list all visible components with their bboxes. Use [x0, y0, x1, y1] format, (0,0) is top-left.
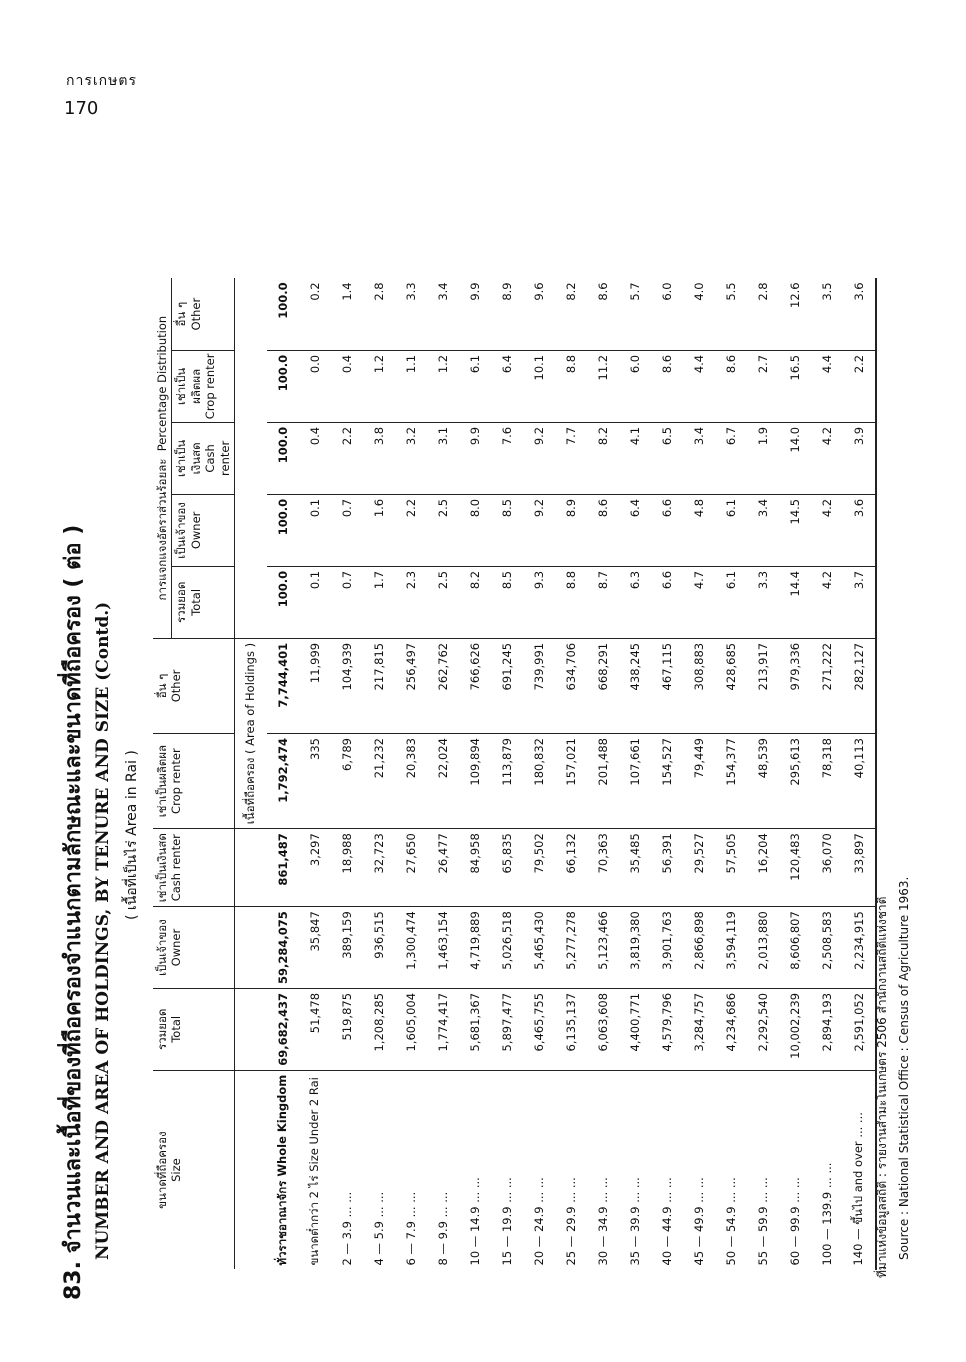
- table-row: [555, 278, 587, 1269]
- cell-pct-cash-renter: 9.9: [459, 422, 491, 494]
- cell-crop-renter: 40,113: [843, 734, 876, 829]
- header-size: ขนาดที่ถือครอง Size: [153, 1070, 234, 1269]
- cell-owner: 5,123,466: [587, 907, 619, 989]
- cell-cash-renter: 79,502: [523, 829, 555, 907]
- cell-owner: 3,819,380: [619, 907, 651, 989]
- cell-crop-renter: 21,232: [363, 734, 395, 829]
- cell-total: 1,208,285: [363, 988, 395, 1070]
- cell-owner: 59,284,075: [267, 907, 299, 989]
- cell-pct-cash-renter: 7.6: [491, 422, 523, 494]
- cell-cash-renter: 29,527: [683, 829, 715, 907]
- table-row: [395, 278, 427, 1269]
- cell-pct-cash-renter: 3.9: [843, 422, 876, 494]
- rotated-table-block: [55, 120, 955, 1300]
- cell-pct-owner: 6.4: [619, 494, 651, 566]
- cell-crop-renter: 335: [299, 734, 331, 829]
- cell-pct-total: 3.3: [747, 566, 779, 638]
- row-label: 100 — 139.9 ... ...: [819, 1162, 834, 1266]
- cell-owner: 936,515: [363, 907, 395, 989]
- cell-pct-other: 8.2: [555, 278, 587, 350]
- cell-pct-crop-renter: 100.0: [267, 350, 299, 422]
- row-label: 15 — 19.9 ... ...: [499, 1177, 514, 1266]
- cell-owner: 5,465,430: [523, 907, 555, 989]
- row-label: 8 — 9.9 ... ...: [435, 1191, 450, 1266]
- cell-other: 668,291: [587, 638, 619, 733]
- cell-other: 739,991: [523, 638, 555, 733]
- cell-pct-crop-renter: 16.5: [779, 350, 811, 422]
- cell-pct-total: 8.2: [459, 566, 491, 638]
- row-label: ทั่วราชอาณาจักร Whole Kingdom: [274, 1074, 289, 1266]
- cell-pct-owner: 1.6: [363, 494, 395, 566]
- row-label: 40 — 44.9 ... ...: [659, 1177, 674, 1266]
- row-label: 55 — 59.9 ... ...: [755, 1177, 770, 1266]
- cell-pct-crop-renter: 10.1: [523, 350, 555, 422]
- cell-pct-cash-renter: 0.4: [299, 422, 331, 494]
- cell-pct-cash-renter: 14.0: [779, 422, 811, 494]
- cell-owner: 3,594,119: [715, 907, 747, 989]
- cell-pct-other: 2.8: [747, 278, 779, 350]
- header-owner: เป็นเจ้าของ Owner: [153, 907, 234, 989]
- cell-crop-renter: 180,832: [523, 734, 555, 829]
- cell-pct-other: 9.6: [523, 278, 555, 350]
- table-row: [715, 278, 747, 1269]
- cell-pct-owner: 3.6: [843, 494, 876, 566]
- cell-total: 6,135,137: [555, 988, 587, 1070]
- cell-cash-renter: 120,483: [779, 829, 811, 907]
- cell-pct-owner: 9.2: [523, 494, 555, 566]
- cell-pct-cash-renter: 9.2: [523, 422, 555, 494]
- row-label: 6 — 7.9 ... ...: [403, 1191, 418, 1266]
- cell-other: 766,626: [459, 638, 491, 733]
- cell-pct-crop-renter: 0.0: [299, 350, 331, 422]
- cell-pct-total: 9.3: [523, 566, 555, 638]
- cell-pct-other: 12.6: [779, 278, 811, 350]
- table-row-whole-kingdom: [267, 278, 299, 1269]
- cell-pct-total: 8.8: [555, 566, 587, 638]
- cell-pct-crop-renter: 8.6: [715, 350, 747, 422]
- header-pct-total: รวมยอด Total: [172, 566, 235, 638]
- cell-pct-total: 1.7: [363, 566, 395, 638]
- table-row: [651, 278, 683, 1269]
- cell-owner: 8,606,807: [779, 907, 811, 989]
- table-row: [299, 278, 331, 1269]
- cell-pct-other: 3.5: [811, 278, 843, 350]
- header-pct-crop-renter: เช่าเป็นผลิตผล Crop renter: [172, 350, 235, 422]
- cell-pct-crop-renter: 6.1: [459, 350, 491, 422]
- cell-pct-other: 4.0: [683, 278, 715, 350]
- cell-pct-owner: 2.5: [427, 494, 459, 566]
- cell-total: 519,875: [331, 988, 363, 1070]
- cell-total: 1,774,417: [427, 988, 459, 1070]
- cell-pct-total: 6.6: [651, 566, 683, 638]
- row-label: 2 — 3.9 ... ...: [339, 1191, 354, 1266]
- cell-total: 2,894,193: [811, 988, 843, 1070]
- cell-pct-owner: 8.6: [587, 494, 619, 566]
- cell-total: 4,400,771: [619, 988, 651, 1070]
- cell-other: 213,917: [747, 638, 779, 733]
- cell-pct-other: 8.6: [587, 278, 619, 350]
- cell-other: 104,939: [331, 638, 363, 733]
- cell-pct-cash-renter: 3.1: [427, 422, 459, 494]
- cell-owner: 2,866,898: [683, 907, 715, 989]
- source-note-thai: ที่มาแห่งข้อมูลสถิติ : รายงานสำมะโนเกษตร 2506 สำนักงานสถิติแห่งชาติ: [875, 896, 889, 1278]
- cell-pct-owner: 0.1: [299, 494, 331, 566]
- cell-pct-owner: 8.0: [459, 494, 491, 566]
- table-title-thai: [55, 525, 90, 1300]
- cell-pct-crop-renter: 2.7: [747, 350, 779, 422]
- cell-cash-renter: 16,204: [747, 829, 779, 907]
- cell-pct-owner: 8.9: [555, 494, 587, 566]
- holdings-table: [153, 278, 877, 1270]
- cell-pct-crop-renter: 8.8: [555, 350, 587, 422]
- cell-crop-renter: 295,613: [779, 734, 811, 829]
- cell-total: 5,681,367: [459, 988, 491, 1070]
- cell-other: 217,815: [363, 638, 395, 733]
- cell-cash-renter: 3,297: [299, 829, 331, 907]
- cell-pct-crop-renter: 4.4: [683, 350, 715, 422]
- cell-other: 979,336: [779, 638, 811, 733]
- header-cash-renter: เช่าเป็นเงินสด Cash renter: [153, 829, 234, 907]
- page-header-word: การเกษตร: [66, 73, 137, 89]
- cell-pct-cash-renter: 100.0: [267, 422, 299, 494]
- cell-other: 7,744,401: [267, 638, 299, 733]
- cell-owner: 4,719,889: [459, 907, 491, 989]
- cell-other: 691,245: [491, 638, 523, 733]
- cell-owner: 2,234,915: [843, 907, 876, 989]
- cell-pct-crop-renter: 6.0: [619, 350, 651, 422]
- cell-owner: 5,026,518: [491, 907, 523, 989]
- cell-cash-renter: 33,897: [843, 829, 876, 907]
- cell-pct-other: 8.9: [491, 278, 523, 350]
- header-crop-renter: เช่าเป็นผลิตผล Crop renter: [153, 734, 234, 829]
- table-row: [619, 278, 651, 1269]
- cell-owner: 2,508,583: [811, 907, 843, 989]
- cell-cash-renter: 32,723: [363, 829, 395, 907]
- cell-cash-renter: 65,835: [491, 829, 523, 907]
- cell-pct-other: 100.0: [267, 278, 299, 350]
- cell-cash-renter: 26,477: [427, 829, 459, 907]
- header-pct-other: อื่น ๆ Other: [172, 278, 235, 350]
- cell-total: 69,682,437: [267, 988, 299, 1070]
- cell-pct-crop-renter: 1.1: [395, 350, 427, 422]
- cell-pct-other: 0.2: [299, 278, 331, 350]
- table-header: [153, 278, 267, 1269]
- cell-pct-crop-renter: 1.2: [427, 350, 459, 422]
- cell-pct-owner: 100.0: [267, 494, 299, 566]
- cell-crop-renter: 48,539: [747, 734, 779, 829]
- cell-pct-owner: 6.1: [715, 494, 747, 566]
- cell-pct-cash-renter: 2.2: [331, 422, 363, 494]
- cell-pct-owner: 14.5: [779, 494, 811, 566]
- cell-other: 467,115: [651, 638, 683, 733]
- cell-pct-total: 2.5: [427, 566, 459, 638]
- cell-total: 2,292,540: [747, 988, 779, 1070]
- cell-pct-other: 3.6: [843, 278, 876, 350]
- cell-pct-total: 100.0: [267, 566, 299, 638]
- header-pct-cash-renter: เช่าเป็นเงินสด Cash renter: [172, 422, 235, 494]
- cell-other: 262,762: [427, 638, 459, 733]
- cell-total: 1,605,004: [395, 988, 427, 1070]
- table-row: [331, 278, 363, 1269]
- cell-owner: 3,901,763: [651, 907, 683, 989]
- cell-pct-total: 2.3: [395, 566, 427, 638]
- cell-pct-other: 2.8: [363, 278, 395, 350]
- cell-other: 271,222: [811, 638, 843, 733]
- cell-total: 10,002,239: [779, 988, 811, 1070]
- cell-crop-renter: 107,661: [619, 734, 651, 829]
- cell-crop-renter: 22,024: [427, 734, 459, 829]
- cell-owner: 1,300,474: [395, 907, 427, 989]
- cell-pct-total: 0.1: [299, 566, 331, 638]
- cell-owner: 1,463,154: [427, 907, 459, 989]
- cell-pct-other: 5.5: [715, 278, 747, 350]
- cell-crop-renter: 201,488: [587, 734, 619, 829]
- cell-crop-renter: 20,383: [395, 734, 427, 829]
- cell-other: 11,999: [299, 638, 331, 733]
- cell-other: 634,706: [555, 638, 587, 733]
- table-row: [843, 278, 876, 1269]
- header-other: อื่น ๆ Other: [153, 638, 234, 733]
- cell-pct-owner: 3.4: [747, 494, 779, 566]
- cell-owner: 389,159: [331, 907, 363, 989]
- source-note-english: Source : National Statistical Office : Census of Agriculture 1963.: [897, 876, 911, 1260]
- cell-total: 51,478: [299, 988, 331, 1070]
- cell-pct-other: 3.4: [427, 278, 459, 350]
- cell-total: 4,579,796: [651, 988, 683, 1070]
- cell-crop-renter: 79,449: [683, 734, 715, 829]
- row-label: 60 — 99.9 ... ...: [787, 1177, 802, 1266]
- cell-pct-owner: 0.7: [331, 494, 363, 566]
- cell-pct-owner: 2.2: [395, 494, 427, 566]
- cell-cash-renter: 56,391: [651, 829, 683, 907]
- cell-crop-renter: 157,021: [555, 734, 587, 829]
- cell-total: 2,591,052: [843, 988, 876, 1070]
- table-row: [523, 278, 555, 1269]
- cell-crop-renter: 1,792,474: [267, 734, 299, 829]
- cell-pct-crop-renter: 1.2: [363, 350, 395, 422]
- row-label: 50 — 54.9 ... ...: [723, 1177, 738, 1266]
- cell-pct-cash-renter: 6.7: [715, 422, 747, 494]
- table-row: [683, 278, 715, 1269]
- row-label: 25 — 29.9 ... ...: [563, 1177, 578, 1266]
- cell-other: 282,127: [843, 638, 876, 733]
- cell-pct-total: 4.2: [811, 566, 843, 638]
- cell-pct-other: 1.4: [331, 278, 363, 350]
- cell-pct-cash-renter: 4.2: [811, 422, 843, 494]
- cell-crop-renter: 113,879: [491, 734, 523, 829]
- table-row: [811, 278, 843, 1269]
- header-percentage-distribution: การแจกแจงอัตราส่วนร้อยละ Percentage Distribution: [153, 278, 172, 638]
- row-label: 140 — ขึ้นไป and over ... ...: [850, 1112, 865, 1266]
- cell-pct-crop-renter: 2.2: [843, 350, 876, 422]
- table-row: [459, 278, 491, 1269]
- cell-cash-renter: 70,363: [587, 829, 619, 907]
- row-label: ขนาดต่ำกว่า 2 ไร่ Size Under 2 Rai: [306, 1077, 321, 1266]
- table-title-english: NUMBER AND AREA OF HOLDINGS, BY TENURE AND SIZE (Contd.): [93, 601, 113, 1260]
- row-label: 4 — 5.9 ... ...: [371, 1191, 386, 1266]
- cell-other: 438,245: [619, 638, 651, 733]
- cell-pct-owner: 8.5: [491, 494, 523, 566]
- cell-pct-cash-renter: 1.9: [747, 422, 779, 494]
- table-subtitle-units: ( เนื้อที่เป็นไร่ Area in Rai ): [124, 750, 140, 920]
- cell-pct-total: 8.7: [587, 566, 619, 638]
- cell-pct-total: 3.7: [843, 566, 876, 638]
- cell-pct-total: 6.3: [619, 566, 651, 638]
- header-pct-owner: เป็นเจ้าของ Owner: [172, 494, 235, 566]
- table-row: [747, 278, 779, 1269]
- cell-owner: 35,847: [299, 907, 331, 989]
- cell-crop-renter: 154,377: [715, 734, 747, 829]
- cell-other: 256,497: [395, 638, 427, 733]
- cell-owner: 2,013,880: [747, 907, 779, 989]
- cell-pct-cash-renter: 3.8: [363, 422, 395, 494]
- cell-crop-renter: 6,789: [331, 734, 363, 829]
- cell-pct-crop-renter: 6.4: [491, 350, 523, 422]
- cell-pct-cash-renter: 6.5: [651, 422, 683, 494]
- cell-total: 3,284,757: [683, 988, 715, 1070]
- cell-pct-total: 4.7: [683, 566, 715, 638]
- page-number: 170: [64, 98, 99, 119]
- cell-pct-other: 3.3: [395, 278, 427, 350]
- header-total: รวมยอด Total: [153, 988, 234, 1070]
- cell-cash-renter: 36,070: [811, 829, 843, 907]
- row-label: 45 — 49.9 ... ...: [691, 1177, 706, 1266]
- cell-cash-renter: 57,505: [715, 829, 747, 907]
- cell-cash-renter: 18,988: [331, 829, 363, 907]
- cell-pct-other: 9.9: [459, 278, 491, 350]
- cell-pct-cash-renter: 7.7: [555, 422, 587, 494]
- table-row: [363, 278, 395, 1269]
- cell-pct-total: 8.5: [491, 566, 523, 638]
- cell-pct-cash-renter: 3.2: [395, 422, 427, 494]
- cell-other: 428,685: [715, 638, 747, 733]
- cell-cash-renter: 66,132: [555, 829, 587, 907]
- table-title-thai-text: จำนวนและเนื้อที่ของที่ถือครองจำแนกตามลักษณะและขนาดที่ถือครอง ( ต่อ ): [61, 524, 86, 1254]
- cell-pct-crop-renter: 4.4: [811, 350, 843, 422]
- cell-cash-renter: 35,485: [619, 829, 651, 907]
- cell-pct-other: 5.7: [619, 278, 651, 350]
- cell-cash-renter: 27,650: [395, 829, 427, 907]
- cell-total: 5,897,477: [491, 988, 523, 1070]
- cell-pct-total: 6.1: [715, 566, 747, 638]
- cell-pct-crop-renter: 0.4: [331, 350, 363, 422]
- row-label: 10 — 14.9 ... ...: [467, 1177, 482, 1266]
- cell-pct-total: 0.7: [331, 566, 363, 638]
- cell-pct-owner: 4.8: [683, 494, 715, 566]
- cell-pct-crop-renter: 8.6: [651, 350, 683, 422]
- cell-crop-renter: 109,894: [459, 734, 491, 829]
- cell-pct-total: 14.4: [779, 566, 811, 638]
- cell-pct-cash-renter: 8.2: [587, 422, 619, 494]
- cell-cash-renter: 84,958: [459, 829, 491, 907]
- row-label: 20 — 24.9 ... ...: [531, 1177, 546, 1266]
- cell-cash-renter: 861,487: [267, 829, 299, 907]
- cell-pct-owner: 6.6: [651, 494, 683, 566]
- table-row: [491, 278, 523, 1269]
- table-body: [267, 278, 876, 1269]
- cell-crop-renter: 154,527: [651, 734, 683, 829]
- cell-total: 4,234,686: [715, 988, 747, 1070]
- row-label: 30 — 34.9 ... ...: [595, 1177, 610, 1266]
- cell-other: 308,883: [683, 638, 715, 733]
- table-row: [779, 278, 811, 1269]
- cell-pct-cash-renter: 3.4: [683, 422, 715, 494]
- area-of-holdings-note: เนื้อที่ถือครอง ( Area of Holdings ): [234, 638, 267, 828]
- cell-pct-owner: 4.2: [811, 494, 843, 566]
- cell-owner: 5,277,278: [555, 907, 587, 989]
- cell-crop-renter: 78,318: [811, 734, 843, 829]
- cell-total: 6,063,608: [587, 988, 619, 1070]
- cell-pct-crop-renter: 11.2: [587, 350, 619, 422]
- cell-pct-cash-renter: 4.1: [619, 422, 651, 494]
- table-number: 83.: [61, 1261, 86, 1300]
- table-row: [427, 278, 459, 1269]
- cell-total: 6,465,755: [523, 988, 555, 1070]
- table-row: [587, 278, 619, 1269]
- row-label: 35 — 39.9 ... ...: [627, 1177, 642, 1266]
- cell-pct-other: 6.0: [651, 278, 683, 350]
